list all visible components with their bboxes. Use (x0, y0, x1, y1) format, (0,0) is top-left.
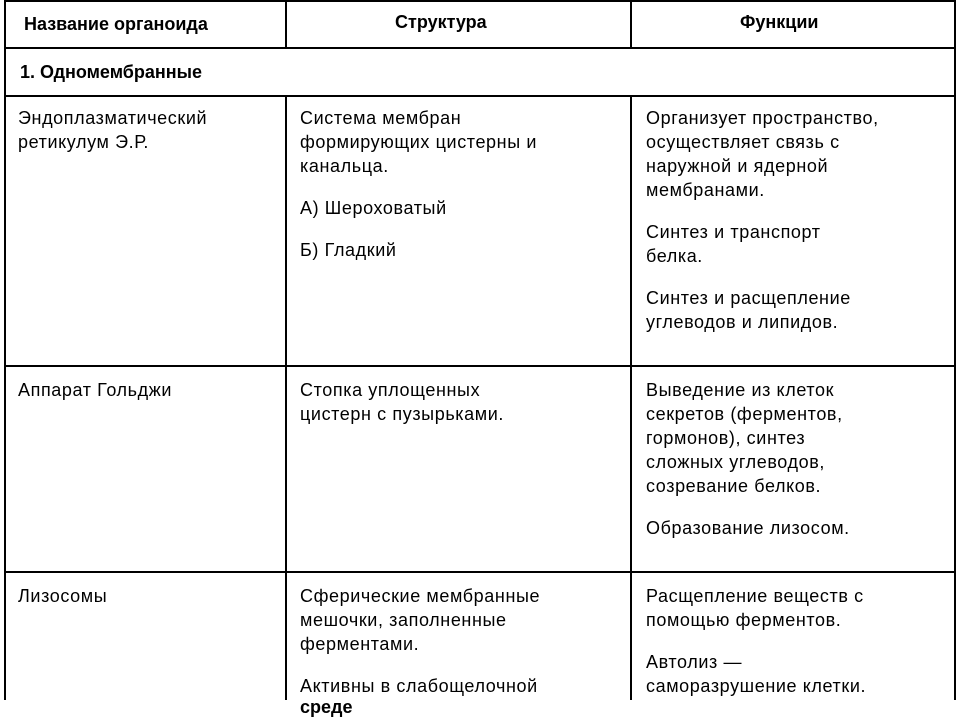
text-line: ферментами. (300, 634, 420, 654)
row-lysosomes-functions-para2 (646, 650, 866, 698)
text-line: формирующих цистерны и (300, 132, 537, 152)
text-line: белка. (646, 246, 703, 266)
text-line: Активны в слабощелочной (300, 676, 538, 696)
row-golgi-structure (300, 378, 504, 426)
text-line: осуществляет связь с (646, 132, 840, 152)
row2-bottom-border (4, 571, 956, 573)
text-line: Б) Гладкий (300, 240, 397, 260)
row-er-structure-para2 (300, 196, 537, 220)
text-line: гормонов), синтез (646, 428, 806, 448)
header-bottom-border (4, 47, 956, 49)
text-line: созревание белков. (646, 476, 822, 496)
text-line: Выведение из клеток (646, 380, 835, 400)
text-line: Стопка уплощенных (300, 380, 481, 400)
row-er-functions-para1 (646, 106, 879, 202)
section-title: 1. Одномембранные (20, 62, 203, 82)
text-line: саморазрушение клетки. (646, 676, 867, 696)
row-golgi-functions (646, 378, 850, 540)
text-line: канальца. (300, 156, 389, 176)
row-golgi-functions-para2 (646, 516, 850, 540)
col-divider-1-header (285, 0, 287, 49)
row-lysosomes-name-line1: Лизосомы (18, 586, 108, 606)
col-divider-2-body (630, 95, 632, 700)
text-line: мешочки, заполненные (300, 610, 507, 630)
text-line: углеводов и липидов. (646, 312, 839, 332)
col-divider-1-body (285, 95, 287, 700)
row-er-name-line2: ретикулум Э.Р. (18, 132, 150, 152)
row-er-structure-para1 (300, 106, 537, 178)
row-golgi-name (18, 378, 172, 402)
row-er-functions (646, 106, 879, 334)
table-left-border (4, 0, 6, 700)
row-er-functions-para2 (646, 220, 879, 268)
row-er-structure (300, 106, 537, 262)
row-er-name (18, 106, 207, 154)
row-lysosomes-functions (646, 584, 866, 698)
row-golgi-structure-para1 (300, 378, 504, 426)
text-line: цистерн с пузырьками. (300, 404, 505, 424)
text-line: сложных углеводов, (646, 452, 825, 472)
text-line: Синтез и расщепление (646, 288, 851, 308)
header-name-column: Название органоида (24, 14, 208, 34)
text-line: Расщепление веществ с (646, 586, 864, 606)
text-line: Образование лизосом. (646, 518, 850, 538)
row-lysosomes-structure-para2 (300, 674, 540, 698)
text-line: Автолиз — (646, 652, 743, 672)
row-er-functions-para3 (646, 286, 879, 334)
text-line: А) Шероховатый (300, 198, 447, 218)
table-right-border (954, 0, 956, 700)
text-line: секретов (ферментов, (646, 404, 843, 424)
structure-overflow-word: среде (300, 697, 353, 717)
text-line: наружной и ядерной (646, 156, 829, 176)
text-line: Синтез и транспорт (646, 222, 821, 242)
header-functions-column: Функции (740, 12, 819, 32)
row-er-structure-para3 (300, 238, 537, 262)
row-lysosomes-name (18, 584, 107, 608)
text-line: помощью ферментов. (646, 610, 842, 630)
row-lysosomes-structure-para1 (300, 584, 540, 656)
text-line: Сферические мембранные (300, 586, 541, 606)
row-er-name-line1: Эндоплазматический (18, 108, 208, 128)
section-bottom-border (4, 95, 956, 97)
row-lysosomes-structure (300, 584, 540, 698)
text-line: мембранами. (646, 180, 765, 200)
header-structure-column: Структура (395, 12, 487, 32)
table-top-border (4, 0, 956, 2)
row1-bottom-border (4, 365, 956, 367)
row-golgi-name-line1: Аппарат Гольджи (18, 380, 173, 400)
text-line: Организует пространство, (646, 108, 879, 128)
row-lysosomes-functions-para1 (646, 584, 866, 632)
col-divider-2-header (630, 0, 632, 49)
row-golgi-functions-para1 (646, 378, 850, 498)
text-line: Система мембран (300, 108, 462, 128)
